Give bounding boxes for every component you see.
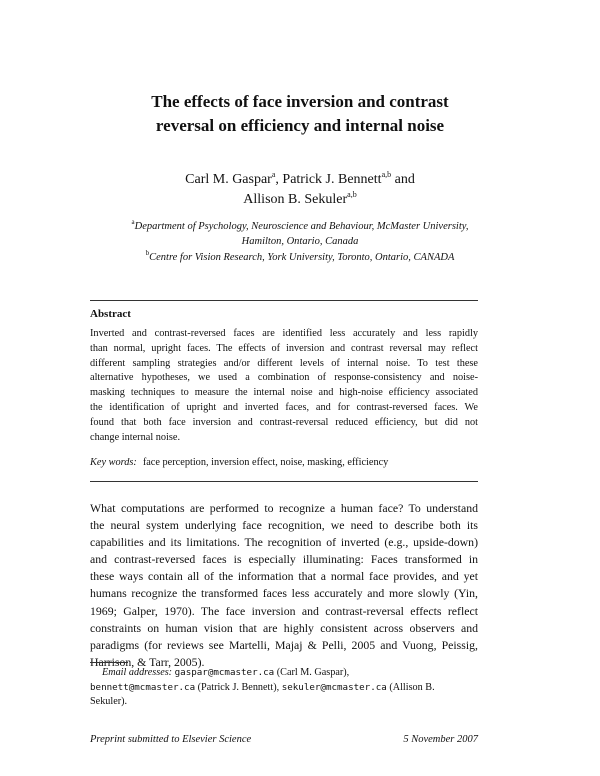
abstract-line: different sampling strategies and/or different levels of internal noise. To test these: [90, 357, 478, 369]
affiliation-a: [90, 219, 510, 249]
paper-title: [60, 90, 540, 138]
affiliation-b: [90, 250, 510, 265]
email-owner: (Patrick J. Bennett),: [195, 681, 282, 693]
affiliation-text: Centre for Vision Research, York University, Toronto, Ontario, CANADA: [149, 252, 455, 263]
footnote-label: Email addresses:: [102, 667, 173, 678]
body-line: the neural system underlying face recognition, we need to describe both its: [90, 518, 478, 533]
abstract-heading: Abstract: [90, 308, 131, 320]
abstract-line: found that both face inversion and contrast-reversal reduced efficiency, but did not: [90, 416, 478, 428]
body-line: humans recognize the transformed faces less accurately and more slowly (Yin,: [90, 586, 478, 601]
email-link[interactable]: sekuler@mcmaster.ca: [281, 681, 387, 693]
affiliation-b-line-1: [90, 250, 510, 265]
preprint-note: Preprint submitted to Elsevier Science: [90, 734, 252, 745]
abstract-top-rule: [90, 300, 478, 301]
footnote-line-3: Sekuler).: [90, 696, 128, 707]
author-line-1: [60, 170, 540, 190]
affiliation-text: Department of Psychology, Neuroscience and Behaviour, McMaster University,: [134, 221, 469, 232]
footnote-line-1: [90, 666, 478, 681]
body-paragraph: [90, 500, 478, 671]
author-affil-mark: a,b: [347, 190, 357, 199]
preprint-date: 5 November 2007: [403, 734, 478, 745]
abstract-line: the identification of upright and inverted faces, and for contrast-reversed faces. We: [90, 401, 478, 413]
abstract-line: masking techniques to measure the internal noise and high-noise efficiency associated: [90, 387, 478, 399]
author-affil-mark: a: [271, 170, 276, 179]
abstract-line: than normal, upright faces. The effects of inversion and contrast reversal may reflect: [90, 342, 478, 354]
body-line: and contrast-reversed faces is especially illuminating: Faces transformed in: [90, 552, 478, 567]
author-and: and: [391, 172, 415, 187]
title-line-1: The effects of face inversion and contrast: [151, 92, 449, 111]
affiliation-a-line-1: [90, 219, 510, 234]
author-name: Allison B. Sekuler: [243, 192, 348, 207]
body-line: What computations are performed to recognize a human face? To understand: [90, 501, 478, 515]
footnote-line-2: [90, 681, 478, 696]
affiliation-mark: a: [131, 218, 135, 226]
author-list: [60, 170, 540, 210]
footnote: [90, 666, 478, 710]
author-name: Patrick J. Bennett: [282, 172, 382, 187]
footnote-rule: [90, 662, 128, 663]
email-link[interactable]: bennett@mcmaster.ca: [90, 681, 196, 693]
email-owner: (Allison B.: [386, 681, 435, 693]
title-line-2: reversal on efficiency and internal noise: [155, 116, 445, 135]
abstract-line: Inverted and contrast-reversed faces are identified less accurately and less rapidly: [90, 328, 478, 339]
keywords-label: Key words:: [90, 457, 137, 468]
body-line: capabilities and its limitations. The recognition of inverted (e.g., upside-down): [90, 535, 478, 550]
abstract-line: change internal noise.: [90, 431, 181, 443]
body-line: 1969; Galper, 1970). The face inversion and contrast-reversal effects reflect: [90, 603, 478, 618]
email-owner: (Carl M. Gaspar),: [274, 667, 350, 678]
keywords-value: face perception, inversion effect, noise, masking, efficiency: [142, 457, 389, 468]
abstract-line: alternative hypotheses, we used a combination of response-consistency and noise-: [90, 372, 478, 384]
author-line-2: [60, 190, 540, 210]
author-affil-mark: a,b: [381, 170, 392, 179]
author-separator: ,: [275, 172, 283, 187]
body-line: constraints on human vision that are highly consistent across observers and: [90, 620, 478, 635]
affiliation-a-line-2: Hamilton, Ontario, Canada: [241, 236, 359, 247]
body-line: these ways contain all of the information that a normal face provides, and yet: [90, 569, 478, 584]
body-line: Harrison, & Tarr, 2005).: [90, 654, 205, 669]
abstract-bottom-rule: [90, 481, 478, 482]
author-name: Carl M. Gaspar: [185, 172, 272, 187]
email-link[interactable]: gaspar@mcmaster.ca: [174, 667, 275, 678]
keywords: [90, 457, 388, 468]
body-line: paradigms (for reviews see Martelli, Majaj & Pelli, 2005 and Vuong, Peissig,: [90, 637, 478, 652]
affiliation-mark: b: [145, 249, 150, 257]
abstract-body: [90, 327, 478, 445]
